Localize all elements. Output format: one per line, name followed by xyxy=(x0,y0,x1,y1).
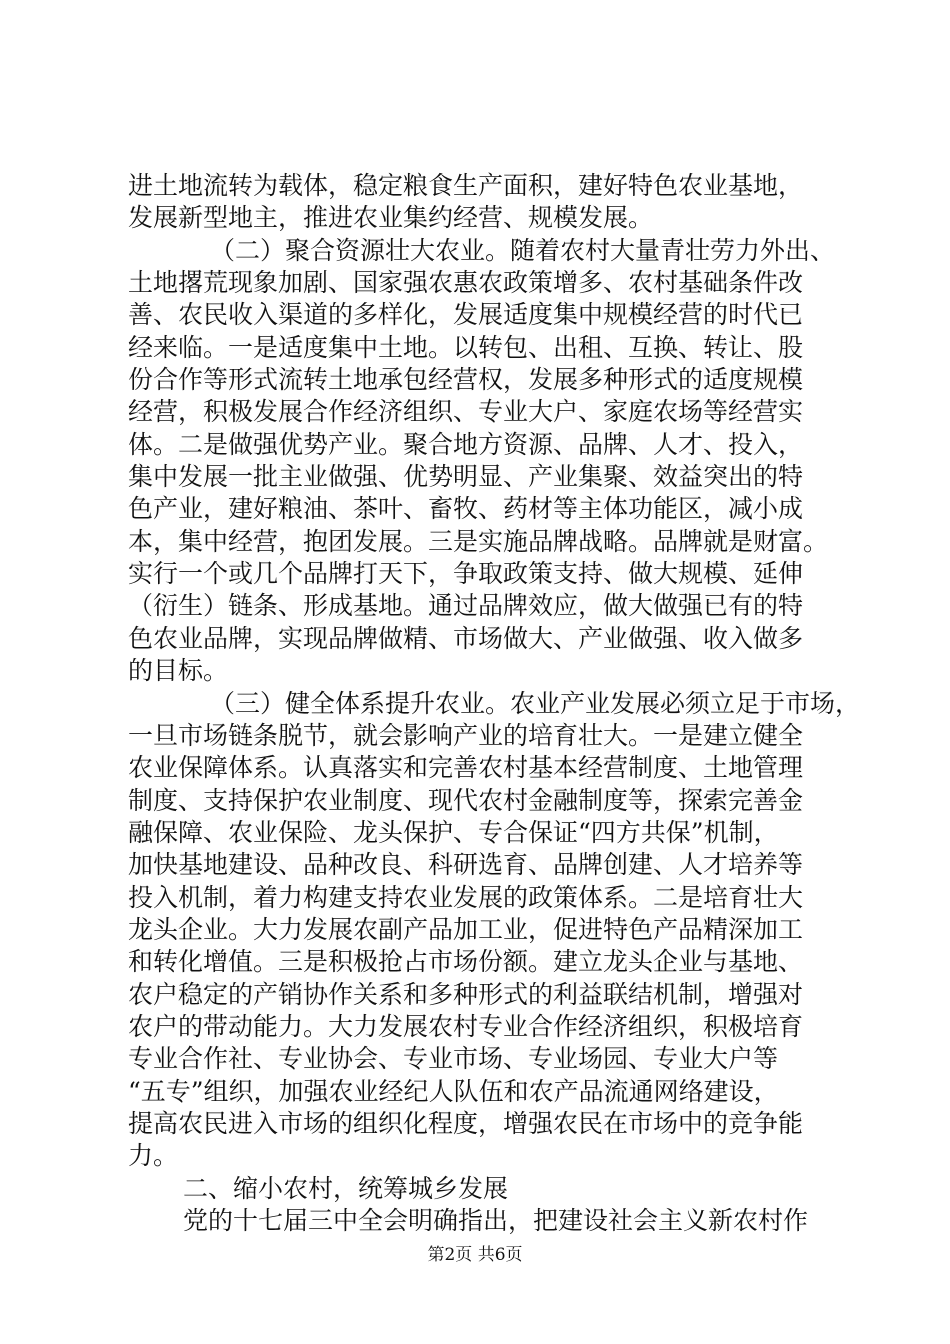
text-line: 色产业，建好粮油、茶叶、畜牧、药材等主体功能区，减小成 xyxy=(128,494,804,524)
text-line: 融保障、农业保险、龙头保护、专合保证“四方共保”机制， xyxy=(128,817,779,847)
text-line: 专业合作社、专业协会、专业市场、专业场园、专业大户等 xyxy=(128,1044,779,1074)
text-line: 经营，积极发展合作经济组织、专业大户、家庭农场等经营实 xyxy=(128,397,804,427)
text-line: 投入机制，着力构建支持农业发展的政策体系。二是培育壮大 xyxy=(128,882,804,912)
paragraph-heading-line: （三）健全体系提升农业。农业产业发展必须立足于市场， xyxy=(210,688,861,718)
text-line: 善、农民收入渠道的多样化，发展适度集中规模经营的时代已 xyxy=(128,300,804,330)
text-line: 农业保障体系。认真落实和完善农村基本经营制度、土地管理 xyxy=(128,753,804,783)
text-line: 党的十七届三中全会明确指出，把建设社会主义新农村作 xyxy=(183,1206,809,1235)
text-line: 色农业品牌，实现品牌做精、市场做大、产业做强、收入做多 xyxy=(128,623,804,653)
section-heading: 二、缩小农村，统筹城乡发展 xyxy=(183,1173,509,1203)
text-line: 一旦市场链条脱节，就会影响产业的培育壮大。一是建立健全 xyxy=(128,720,804,750)
text-line: 力。 xyxy=(128,1141,179,1171)
text-line: 提高农民进入市场的组织化程度，增强农民在市场中的竞争能 xyxy=(128,1108,804,1138)
text-line: 发展新型地主，推进农业集约经营、规模发展。 xyxy=(128,203,654,233)
text-line: 体。二是做强优势产业。聚合地方资源、品牌、人才、投入， xyxy=(128,429,804,459)
text-line: 和转化增值。三是积极抢占市场份额。建立龙头企业与基地、 xyxy=(128,947,804,977)
text-line: 农户的带动能力。大力发展农村专业合作经济组织，积极培育 xyxy=(128,1011,804,1041)
text-line: “五专”组织，加强农业经纪人队伍和农产品流通网络建设， xyxy=(128,1076,779,1106)
document-body xyxy=(128,170,861,1237)
text-line: 经来临。一是适度集中土地。以转包、出租、互换、转让、股 xyxy=(128,332,804,362)
paragraph-heading-line: （二）聚合资源壮大农业。随着农村大量青壮劳力外出、 xyxy=(210,235,836,265)
text-line: 农户稳定的产销协作关系和多种形式的利益联结机制，增强对 xyxy=(128,979,804,1009)
text-line: （衍生）链条、形成基地。通过品牌效应，做大做强已有的特 xyxy=(128,591,804,621)
text-line: 龙头企业。大力发展农副产品加工业，促进特色产品精深加工 xyxy=(128,914,804,944)
text-line: 制度、支持保护农业制度、现代农村金融制度等，探索完善金 xyxy=(128,785,804,815)
text-line: 实行一个或几个品牌打天下，争取政策支持、做大规模、延伸 xyxy=(128,559,804,589)
text-line: 集中发展一批主业做强、优势明显、产业集聚、效益突出的特 xyxy=(128,462,804,492)
text-line: 进土地流转为载体，稳定粮食生产面积，建好特色农业基地， xyxy=(128,171,804,200)
text-line: 本，集中经营，抱团发展。三是实施品牌战略。品牌就是财富。 xyxy=(128,526,829,556)
text-line: 土地撂荒现象加剧、国家强农惠农政策增多、农村基础条件改 xyxy=(128,268,804,298)
text-line: 加快基地建设、品种改良、科研选育、品牌创建、人才培养等 xyxy=(128,850,804,880)
page-footer: 第2页 共6页 xyxy=(427,1245,523,1265)
text-line: 的目标。 xyxy=(128,656,229,686)
text-line: 份合作等形式流转土地承包经营权，发展多种形式的适度规模 xyxy=(128,365,804,395)
